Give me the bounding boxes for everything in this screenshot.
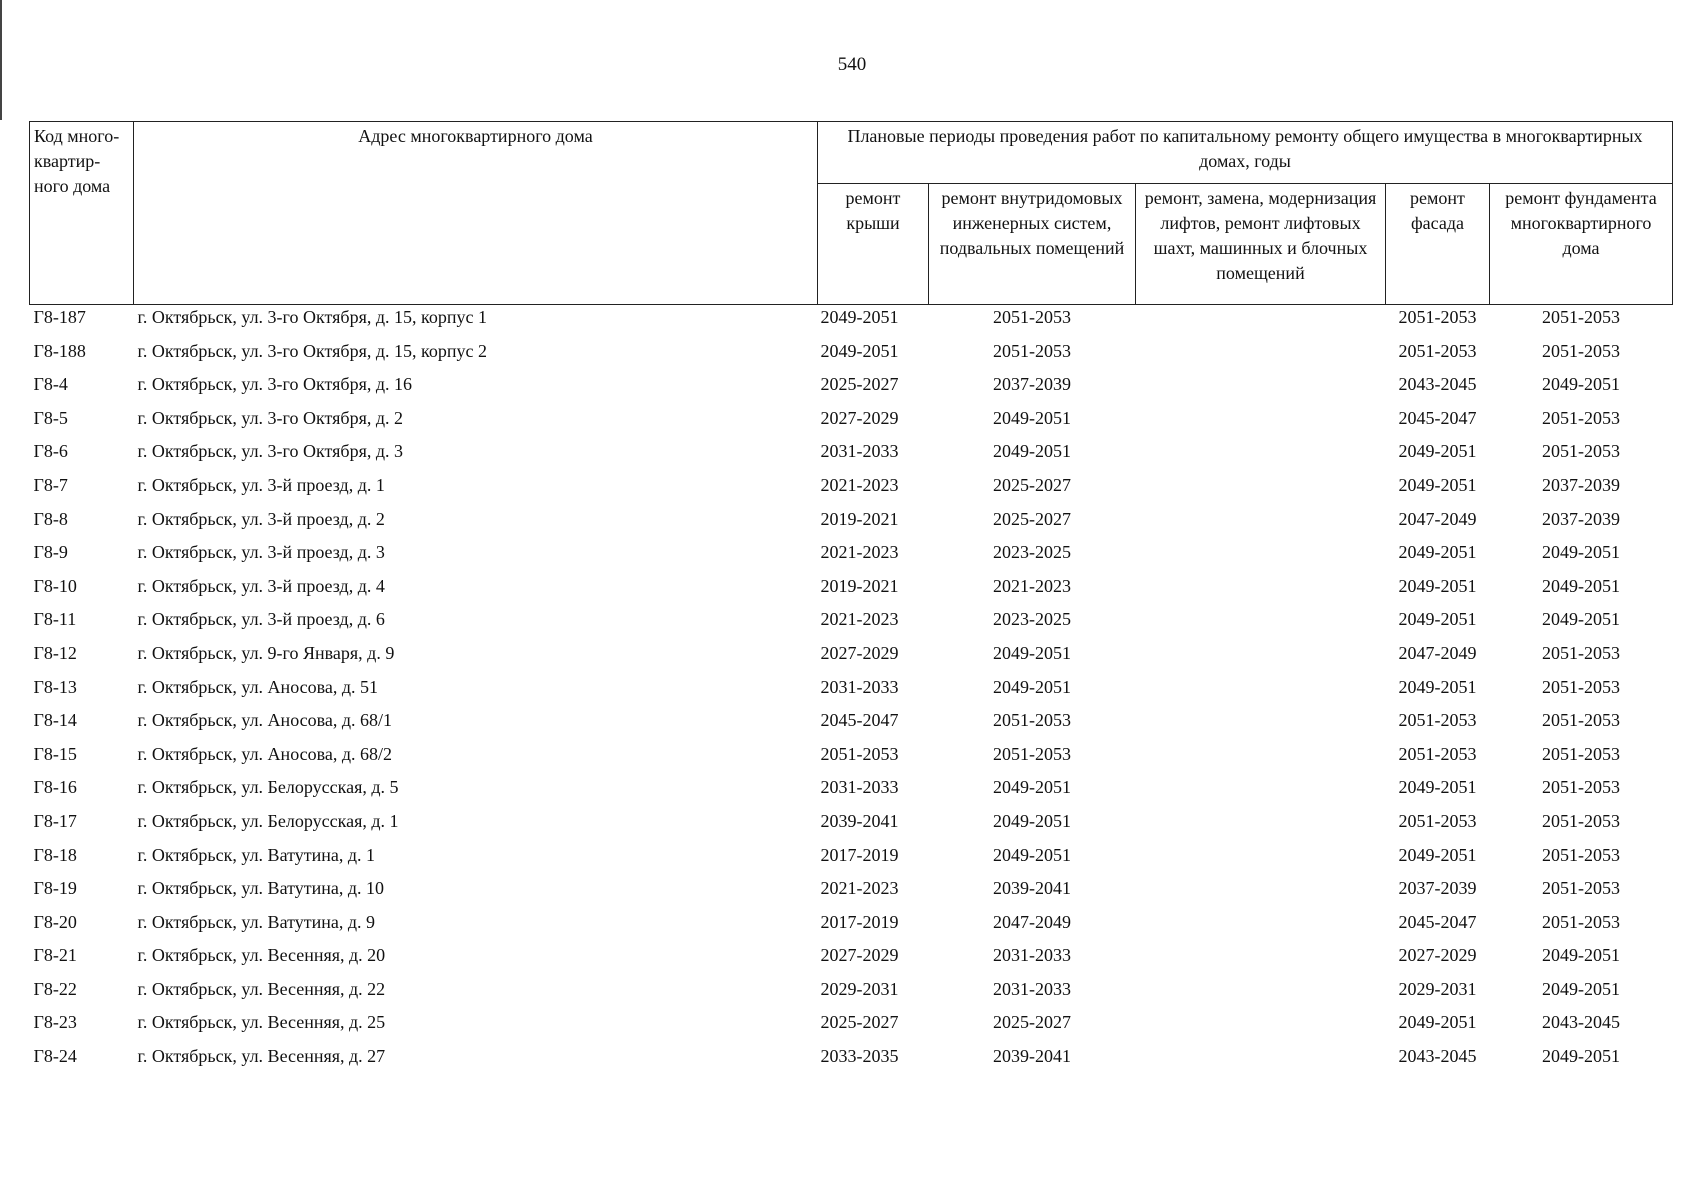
cell-lifts bbox=[1136, 876, 1386, 910]
table-row bbox=[30, 507, 1673, 541]
cell-code: Г8-4 bbox=[33, 374, 68, 395]
table-row bbox=[30, 775, 1673, 809]
cell-lifts bbox=[1136, 708, 1386, 742]
cell-foundation: 2049-2051 bbox=[1542, 609, 1620, 630]
cell-systems: 2021-2023 bbox=[993, 575, 1071, 596]
repair-schedule-table bbox=[29, 121, 1673, 1078]
cell-roof: 2017-2019 bbox=[820, 911, 899, 932]
cell-facade: 2049-2051 bbox=[1398, 542, 1477, 563]
table-row bbox=[30, 708, 1673, 742]
cell-address: г. Октябрьск, ул. 3-й проезд, д. 4 bbox=[137, 575, 385, 596]
cell-address: г. Октябрьск, ул. 3-й проезд, д. 6 bbox=[137, 609, 385, 630]
cell-code: Г8-6 bbox=[33, 441, 68, 462]
cell-roof: 2049-2051 bbox=[820, 340, 899, 361]
table-row bbox=[30, 473, 1673, 507]
cell-foundation: 2049-2051 bbox=[1542, 374, 1620, 395]
cell-facade: 2043-2045 bbox=[1398, 1046, 1477, 1067]
cell-roof: 2017-2019 bbox=[820, 844, 899, 865]
cell-address: г. Октябрьск, ул. 9-го Января, д. 9 bbox=[137, 642, 395, 663]
header-address: Адрес многоквартирного дома bbox=[134, 122, 818, 305]
table-row bbox=[30, 910, 1673, 944]
cell-facade: 2049-2051 bbox=[1398, 1012, 1477, 1033]
cell-systems: 2049-2051 bbox=[993, 810, 1071, 831]
cell-address: г. Октябрьск, ул. 3-го Октября, д. 16 bbox=[137, 374, 412, 395]
cell-address: г. Октябрьск, ул. Ватутина, д. 1 bbox=[137, 844, 375, 865]
cell-foundation: 2049-2051 bbox=[1542, 1046, 1620, 1067]
cell-lifts bbox=[1136, 809, 1386, 843]
cell-systems: 2049-2051 bbox=[993, 407, 1071, 428]
cell-code: Г8-5 bbox=[33, 407, 68, 428]
cell-address: г. Октябрьск, ул. Ватутина, д. 10 bbox=[137, 878, 384, 899]
cell-roof: 2019-2021 bbox=[820, 575, 899, 596]
cell-foundation: 2051-2053 bbox=[1542, 340, 1620, 361]
cell-foundation: 2051-2053 bbox=[1542, 710, 1620, 731]
cell-systems: 2023-2025 bbox=[993, 609, 1071, 630]
header-systems: ремонт внутридомовых инженерных систем, подвальных помещений bbox=[929, 184, 1136, 305]
cell-facade: 2047-2049 bbox=[1398, 508, 1477, 529]
cell-code: Г8-24 bbox=[33, 1046, 77, 1067]
cell-systems: 2025-2027 bbox=[993, 1012, 1071, 1033]
cell-address: г. Октябрьск, ул. Белорусская, д. 1 bbox=[137, 810, 399, 831]
cell-foundation: 2051-2053 bbox=[1542, 810, 1620, 831]
cell-roof: 2027-2029 bbox=[820, 642, 899, 663]
cell-facade: 2049-2051 bbox=[1398, 441, 1477, 462]
cell-code: Г8-21 bbox=[33, 945, 77, 966]
table-row bbox=[30, 742, 1673, 776]
table-row bbox=[30, 406, 1673, 440]
cell-lifts bbox=[1136, 507, 1386, 541]
cell-lifts bbox=[1136, 943, 1386, 977]
cell-systems: 2051-2053 bbox=[993, 710, 1071, 731]
cell-systems: 2051-2053 bbox=[993, 340, 1071, 361]
table-header bbox=[30, 122, 1673, 305]
table-row bbox=[30, 372, 1673, 406]
cell-roof: 2031-2033 bbox=[820, 676, 899, 697]
cell-lifts bbox=[1136, 843, 1386, 877]
table-row bbox=[30, 843, 1673, 877]
cell-lifts bbox=[1136, 607, 1386, 641]
cell-foundation: 2051-2053 bbox=[1542, 307, 1620, 327]
cell-roof: 2029-2031 bbox=[820, 978, 899, 999]
header-foundation: ремонт фундамента многоквартирного дома bbox=[1490, 184, 1673, 305]
cell-systems: 2049-2051 bbox=[993, 642, 1071, 663]
cell-address: г. Октябрьск, ул. Аносова, д. 68/2 bbox=[137, 743, 393, 764]
table-row bbox=[30, 675, 1673, 709]
cell-systems: 2039-2041 bbox=[993, 1046, 1071, 1067]
header-lifts: ремонт, замена, модернизация лифтов, ремонт лифтовых шахт, машинных и блочных помещений bbox=[1136, 184, 1386, 305]
cell-systems: 2049-2051 bbox=[993, 441, 1071, 462]
cell-roof: 2025-2027 bbox=[820, 374, 899, 395]
cell-facade: 2049-2051 bbox=[1398, 575, 1477, 596]
cell-foundation: 2051-2053 bbox=[1542, 743, 1620, 764]
cell-systems: 2025-2027 bbox=[993, 474, 1071, 495]
cell-address: г. Октябрьск, ул. 3-го Октября, д. 2 bbox=[137, 407, 403, 428]
cell-systems: 2023-2025 bbox=[993, 542, 1071, 563]
cell-facade: 2049-2051 bbox=[1398, 777, 1477, 798]
cell-address: г. Октябрьск, ул. Весенняя, д. 27 bbox=[137, 1046, 386, 1067]
cell-address: г. Октябрьск, ул. Ватутина, д. 9 bbox=[137, 911, 375, 932]
cell-roof: 2027-2029 bbox=[820, 407, 899, 428]
cell-lifts bbox=[1136, 1010, 1386, 1044]
cell-roof: 2031-2033 bbox=[820, 777, 899, 798]
table-row bbox=[30, 943, 1673, 977]
cell-lifts bbox=[1136, 1044, 1386, 1078]
cell-lifts bbox=[1136, 641, 1386, 675]
header-code: Код много-квартир-ного дома bbox=[30, 122, 134, 305]
cell-facade: 2051-2053 bbox=[1398, 810, 1477, 831]
cell-roof: 2021-2023 bbox=[820, 474, 899, 495]
cell-code: Г8-9 bbox=[33, 542, 68, 563]
cell-address: г. Октябрьск, ул. Белорусская, д. 5 bbox=[137, 777, 399, 798]
cell-foundation: 2051-2053 bbox=[1542, 441, 1620, 462]
cell-roof: 2021-2023 bbox=[820, 542, 899, 563]
cell-lifts bbox=[1136, 910, 1386, 944]
cell-code: Г8-18 bbox=[33, 844, 77, 865]
cell-facade: 2045-2047 bbox=[1398, 911, 1477, 932]
cell-facade: 2051-2053 bbox=[1398, 307, 1477, 327]
table-row bbox=[30, 574, 1673, 608]
header-roof: ремонт крыши bbox=[818, 184, 929, 305]
cell-facade: 2049-2051 bbox=[1398, 474, 1477, 495]
cell-address: г. Октябрьск, ул. 3-го Октября, д. 3 bbox=[137, 441, 403, 462]
cell-facade: 2049-2051 bbox=[1398, 844, 1477, 865]
table-row bbox=[30, 809, 1673, 843]
table-row bbox=[30, 1044, 1673, 1078]
cell-systems: 2051-2053 bbox=[993, 743, 1071, 764]
cell-code: Г8-15 bbox=[33, 743, 77, 764]
header-planned-periods: Плановые периоды проведения работ по капитальному ремонту общего имущества в многоквартирных домах, годы bbox=[818, 122, 1673, 184]
cell-facade: 2051-2053 bbox=[1398, 710, 1477, 731]
cell-code: Г8-11 bbox=[33, 609, 77, 630]
cell-code: Г8-12 bbox=[33, 642, 77, 663]
page-number: 540 bbox=[837, 54, 867, 75]
cell-roof: 2045-2047 bbox=[820, 710, 899, 731]
cell-foundation: 2051-2053 bbox=[1542, 642, 1620, 663]
cell-foundation: 2049-2051 bbox=[1542, 945, 1620, 966]
cell-roof: 2039-2041 bbox=[820, 810, 899, 831]
cell-code: Г8-14 bbox=[33, 710, 77, 731]
cell-code: Г8-16 bbox=[33, 777, 77, 798]
cell-roof: 2025-2027 bbox=[820, 1012, 899, 1033]
cell-code: Г8-188 bbox=[33, 340, 86, 361]
cell-foundation: 2049-2051 bbox=[1542, 978, 1620, 999]
cell-code: Г8-13 bbox=[33, 676, 77, 697]
cell-address: г. Октябрьск, ул. Весенняя, д. 25 bbox=[137, 1012, 386, 1033]
table-row bbox=[30, 607, 1673, 641]
cell-roof: 2021-2023 bbox=[820, 609, 899, 630]
cell-lifts bbox=[1136, 540, 1386, 574]
cell-systems: 2039-2041 bbox=[993, 878, 1071, 899]
cell-code: Г8-17 bbox=[33, 810, 77, 831]
cell-lifts bbox=[1136, 339, 1386, 373]
cell-roof: 2051-2053 bbox=[820, 743, 899, 764]
cell-foundation: 2051-2053 bbox=[1542, 676, 1620, 697]
cell-roof: 2031-2033 bbox=[820, 441, 899, 462]
cell-roof: 2049-2051 bbox=[820, 307, 899, 327]
cell-systems: 2025-2027 bbox=[993, 508, 1071, 529]
cell-facade: 2037-2039 bbox=[1398, 878, 1477, 899]
cell-foundation: 2049-2051 bbox=[1542, 542, 1620, 563]
cell-code: Г8-23 bbox=[33, 1012, 77, 1033]
cell-address: г. Октябрьск, ул. Аносова, д. 51 bbox=[137, 676, 379, 697]
cell-lifts bbox=[1136, 675, 1386, 709]
cell-roof: 2021-2023 bbox=[820, 878, 899, 899]
cell-facade: 2045-2047 bbox=[1398, 407, 1477, 428]
cell-roof: 2033-2035 bbox=[820, 1046, 899, 1067]
table-row bbox=[30, 977, 1673, 1011]
cell-systems: 2047-2049 bbox=[993, 911, 1071, 932]
table-row bbox=[30, 1010, 1673, 1044]
table-row bbox=[30, 339, 1673, 373]
cell-facade: 2051-2053 bbox=[1398, 743, 1477, 764]
cell-code: Г8-19 bbox=[33, 878, 77, 899]
cell-address: г. Октябрьск, ул. 3-го Октября, д. 15, корпус 2 bbox=[137, 340, 487, 361]
cell-address: г. Октябрьск, ул. Весенняя, д. 20 bbox=[137, 945, 386, 966]
cell-facade: 2043-2045 bbox=[1398, 374, 1477, 395]
cell-address: г. Октябрьск, ул. 3-й проезд, д. 1 bbox=[137, 474, 385, 495]
cell-lifts bbox=[1136, 742, 1386, 776]
cell-code: Г8-20 bbox=[33, 911, 77, 932]
table-row bbox=[30, 439, 1673, 473]
cell-foundation: 2051-2053 bbox=[1542, 878, 1620, 899]
cell-lifts bbox=[1136, 439, 1386, 473]
cell-foundation: 2043-2045 bbox=[1542, 1012, 1620, 1033]
cell-lifts bbox=[1136, 977, 1386, 1011]
cell-foundation: 2051-2053 bbox=[1542, 911, 1620, 932]
table-body bbox=[30, 305, 1673, 1078]
table-row bbox=[30, 305, 1673, 339]
cell-systems: 2031-2033 bbox=[993, 945, 1071, 966]
header-facade: ремонт фасада bbox=[1386, 184, 1490, 305]
cell-facade: 2051-2053 bbox=[1398, 340, 1477, 361]
cell-address: г. Октябрьск, ул. 3-й проезд, д. 2 bbox=[137, 508, 385, 529]
table-row bbox=[30, 641, 1673, 675]
cell-facade: 2049-2051 bbox=[1398, 676, 1477, 697]
cell-code: Г8-7 bbox=[33, 474, 68, 495]
cell-lifts bbox=[1136, 406, 1386, 440]
cell-address: г. Октябрьск, ул. 3-го Октября, д. 15, корпус 1 bbox=[137, 307, 487, 327]
cell-foundation: 2051-2053 bbox=[1542, 777, 1620, 798]
cell-systems: 2049-2051 bbox=[993, 844, 1071, 865]
cell-facade: 2029-2031 bbox=[1398, 978, 1477, 999]
cell-facade: 2027-2029 bbox=[1398, 945, 1477, 966]
table-row bbox=[30, 540, 1673, 574]
cell-facade: 2049-2051 bbox=[1398, 609, 1477, 630]
cell-roof: 2027-2029 bbox=[820, 945, 899, 966]
cell-code: Г8-10 bbox=[33, 575, 77, 596]
cell-code: Г8-22 bbox=[33, 978, 77, 999]
table-row bbox=[30, 876, 1673, 910]
cell-lifts bbox=[1136, 775, 1386, 809]
cell-lifts bbox=[1136, 305, 1386, 339]
cell-lifts bbox=[1136, 574, 1386, 608]
cell-code: Г8-187 bbox=[33, 307, 86, 327]
cell-lifts bbox=[1136, 372, 1386, 406]
cell-foundation: 2051-2053 bbox=[1542, 844, 1620, 865]
cell-roof: 2019-2021 bbox=[820, 508, 899, 529]
cell-address: г. Октябрьск, ул. Весенняя, д. 22 bbox=[137, 978, 386, 999]
cell-systems: 2049-2051 bbox=[993, 777, 1071, 798]
cell-facade: 2047-2049 bbox=[1398, 642, 1477, 663]
cell-systems: 2049-2051 bbox=[993, 676, 1071, 697]
cell-foundation: 2051-2053 bbox=[1542, 407, 1620, 428]
cell-systems: 2037-2039 bbox=[993, 374, 1071, 395]
cell-address: г. Октябрьск, ул. 3-й проезд, д. 3 bbox=[137, 542, 385, 563]
cell-foundation: 2037-2039 bbox=[1542, 508, 1620, 529]
cell-lifts bbox=[1136, 473, 1386, 507]
cell-systems: 2051-2053 bbox=[993, 307, 1071, 327]
cell-foundation: 2037-2039 bbox=[1542, 474, 1620, 495]
cell-code: Г8-8 bbox=[33, 508, 68, 529]
header-row-top bbox=[30, 122, 1673, 184]
cell-foundation: 2049-2051 bbox=[1542, 575, 1620, 596]
cell-systems: 2031-2033 bbox=[993, 978, 1071, 999]
cell-address: г. Октябрьск, ул. Аносова, д. 68/1 bbox=[137, 710, 393, 731]
